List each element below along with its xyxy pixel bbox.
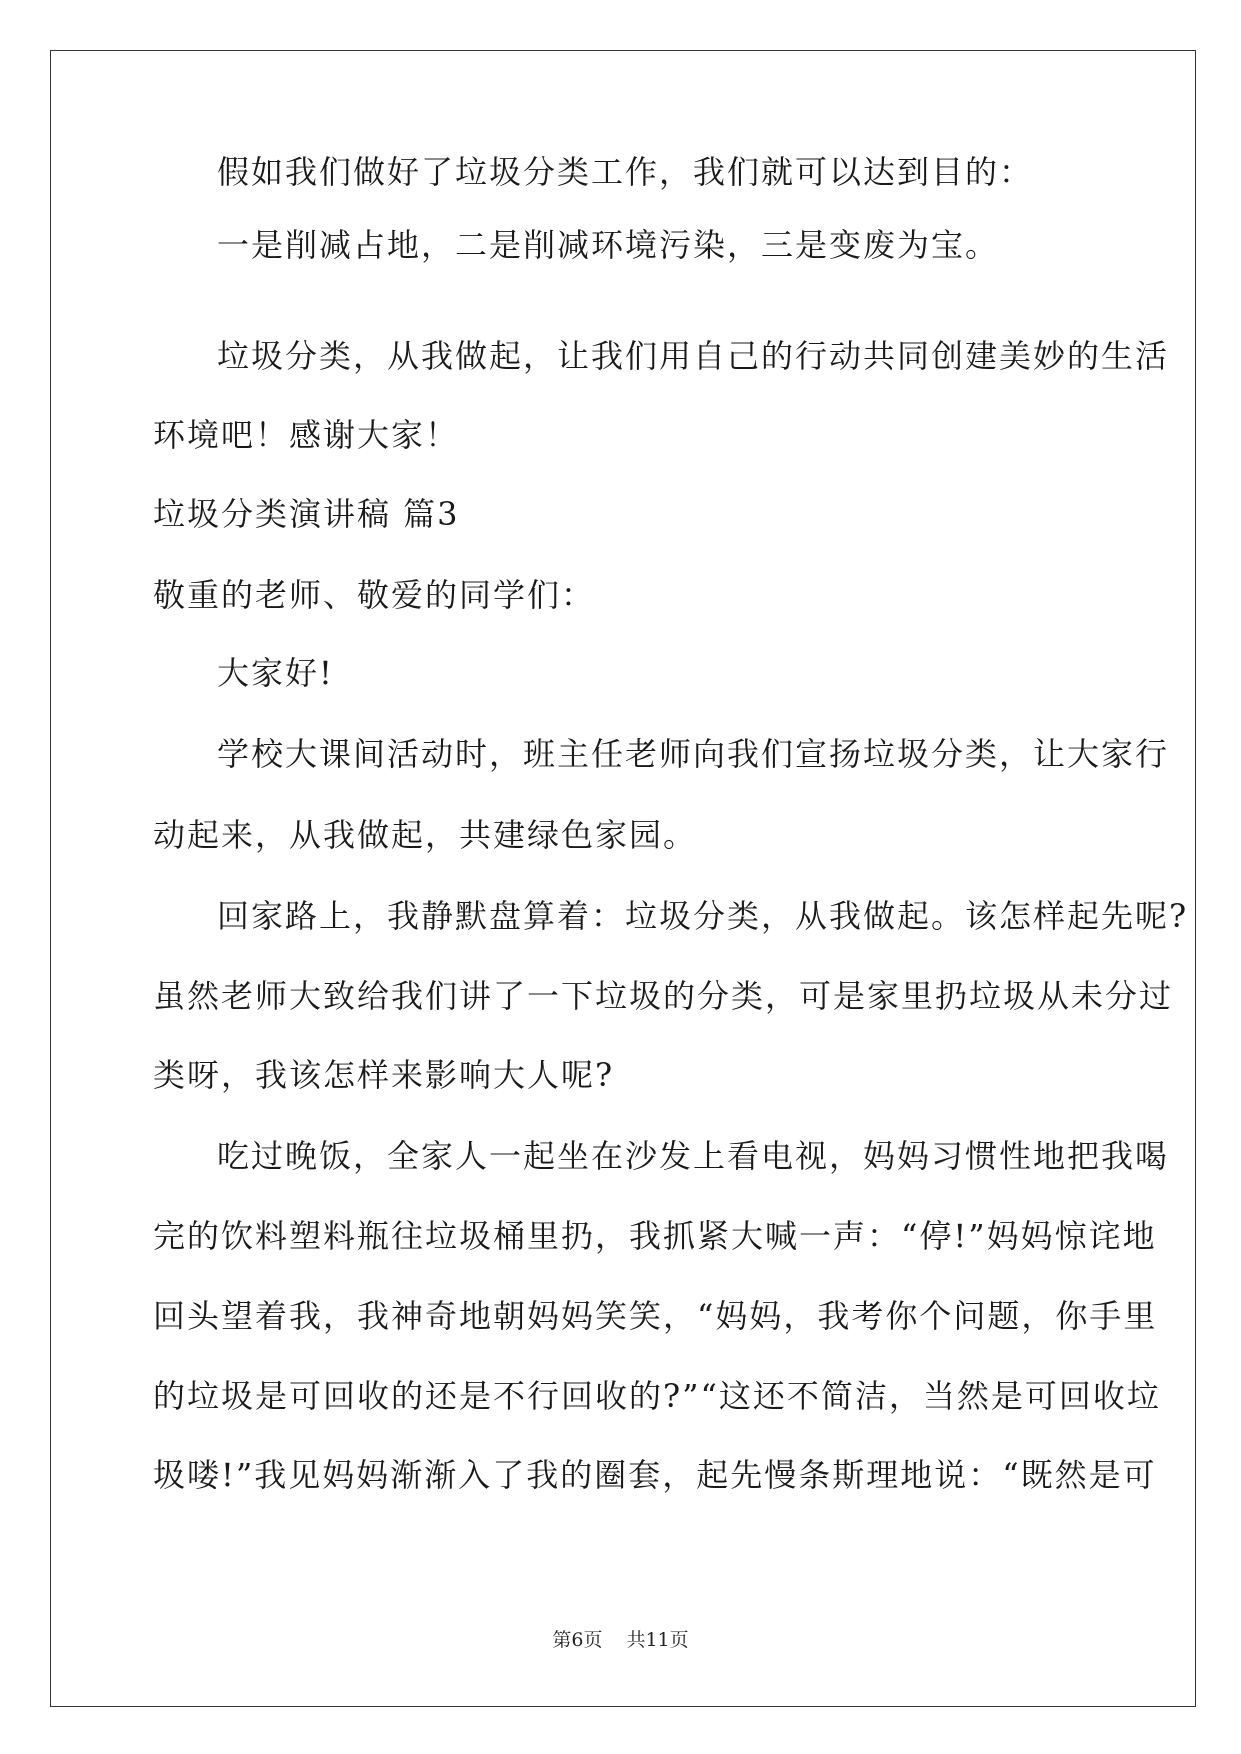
paragraph-line: 大家好! [217, 654, 334, 692]
section-heading: 垃圾分类演讲稿 篇3 [153, 495, 460, 533]
paragraph-line: 回头望着我，我神奇地朝妈妈笑笑，“妈妈，我考你个问题，你手里 [153, 1297, 1158, 1335]
paragraph-line: 一是削减占地，二是削减环境污染，三是变废为宝。 [217, 226, 1000, 264]
paragraph-line: 类呀，我该怎样来影响大人呢? [153, 1056, 615, 1094]
paragraph-line: 动起来，从我做起，共建绿色家园。 [153, 816, 698, 854]
paragraph-line: 垃圾分类，从我做起，让我们用自己的行动共同创建美妙的生活 [217, 337, 1170, 375]
paragraph-line: 完的饮料塑料瓶往垃圾桶里扔，我抓紧大喊一声：“停!”妈妈惊诧地 [153, 1217, 1157, 1255]
page-number: 第6页 [552, 1629, 603, 1651]
paragraph-line: 虽然老师大致给我们讲了一下垃圾的分类，可是家里扔垃圾从未分过 [153, 977, 1174, 1015]
page-total: 共11页 [626, 1629, 689, 1651]
paragraph-line: 回家路上，我静默盘算着：垃圾分类，从我做起。该怎样起先呢? [217, 897, 1189, 935]
page-footer [0, 1628, 1241, 1652]
salutation: 敬重的老师、敬爱的同学们： [153, 576, 596, 614]
paragraph-line: 学校大课间活动时，班主任老师向我们宣扬垃圾分类，让大家行 [217, 735, 1170, 773]
paragraph-line: 环境吧！感谢大家！ [153, 416, 460, 454]
paragraph-line: 圾喽!”我见妈妈渐渐入了我的圈套，起先慢条斯理地说：“既然是可 [153, 1456, 1157, 1494]
paragraph-line: 吃过晚饭，全家人一起坐在沙发上看电视，妈妈习惯性地把我喝 [217, 1137, 1170, 1175]
paragraph-line: 假如我们做好了垃圾分类工作，我们就可以达到目的： [217, 153, 1034, 191]
paragraph-line: 的垃圾是可回收的还是不行回收的?”“这还不简洁，当然是可回收垃 [153, 1377, 1161, 1415]
